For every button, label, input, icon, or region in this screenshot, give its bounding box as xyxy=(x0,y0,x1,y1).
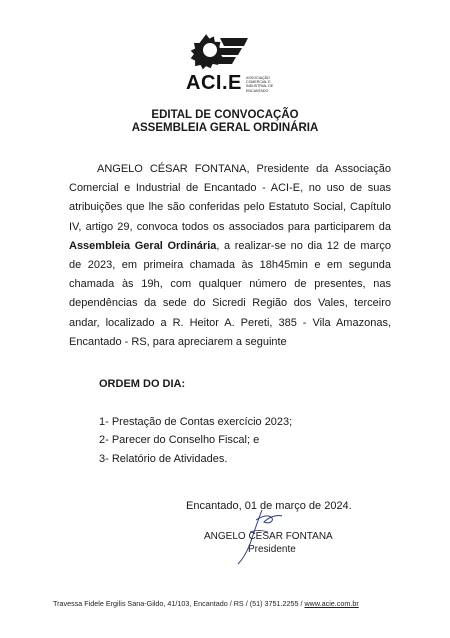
convocation-paragraph: ANGELO CÉSAR FONTANA, Presidente da Associação Comercial e Industrial de Encantado - ACI-E, no uso de suas atribuições que lhe são conferidas pelo Estatuto Social, Capítulo IV, artigo 29, convoca todos os associados para participarem da Assembleia Geral Ordinária, a realizar-se no dia 12 de março de 2023, em primeira chamada às 18h45min e em segunda chamada às 19h, com qualquer número de presentes, nas dependências da sede do Sicredi Região dos Vales, terceiro andar, localizado a R. Heitor A. Pereti, 385 - Vila Amazonas, Encantado - RS, para apreciarem a seguinte xyxy=(69,163,391,348)
logo-wordmark: ACI.E xyxy=(186,72,242,94)
document-date: Encantado, 01 de março de 2024. xyxy=(186,500,352,512)
website-link[interactable]: www.acie.com.br xyxy=(304,599,359,608)
document-title: EDITAL DE CONVOCAÇÃO xyxy=(151,109,299,121)
signatory-role: Presidente xyxy=(248,544,296,555)
agenda-item: 3- Relatório de Atividades. xyxy=(99,453,228,465)
aci-e-logo xyxy=(184,28,284,98)
document-subtitle: ASSEMBLEIA GERAL ORDINÁRIA xyxy=(131,122,319,134)
agenda-item: 2- Parecer do Conselho Fiscal; e xyxy=(99,434,260,446)
agenda-item: 1- Prestação de Contas exercício 2023; xyxy=(99,416,293,428)
agenda-heading: ORDEM DO DIA: xyxy=(99,378,186,390)
footer-contact: Travessa Fidele Ergilis Sana-Gildo, 41/103, Encantado / RS / (51) 3751.2255 / www.acie.com.br xyxy=(53,599,359,608)
logo-subtitle: ASSOCIAÇÃO COMERCIAL E INDUSTRIAL DE ENCANTADO xyxy=(246,76,274,93)
assembly-name: Assembleia Geral Ordinária xyxy=(69,239,217,252)
gear-logo-icon xyxy=(184,28,254,70)
signatory-name: ANGELO CÉSAR FONTANA xyxy=(204,531,333,542)
